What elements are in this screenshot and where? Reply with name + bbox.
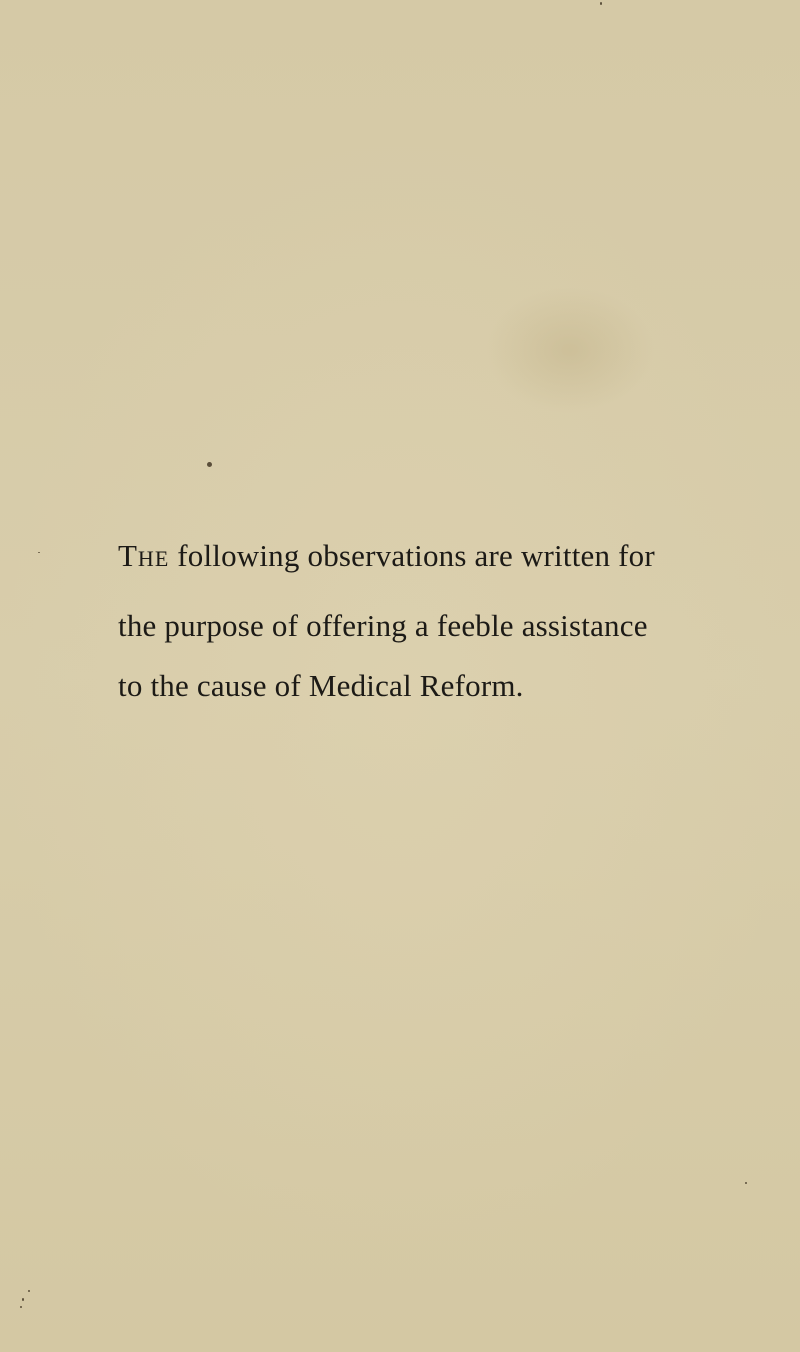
- paper-speck: [28, 1290, 30, 1292]
- paper-speck: [22, 1298, 24, 1301]
- paper-speck: [20, 1306, 22, 1308]
- passage-line-1: [118, 540, 655, 571]
- opening-word: The: [118, 538, 170, 573]
- paper-speck: [600, 2, 602, 5]
- line-1-text: following observations are written for: [169, 538, 655, 573]
- paper-speck: [207, 462, 212, 467]
- paper-speck: [745, 1182, 747, 1184]
- passage-line-2: the purpose of offering a feeble assistance: [118, 608, 648, 643]
- paper-speck: [38, 552, 40, 553]
- passage-line-3: to the cause of Medical Reform.: [118, 668, 524, 703]
